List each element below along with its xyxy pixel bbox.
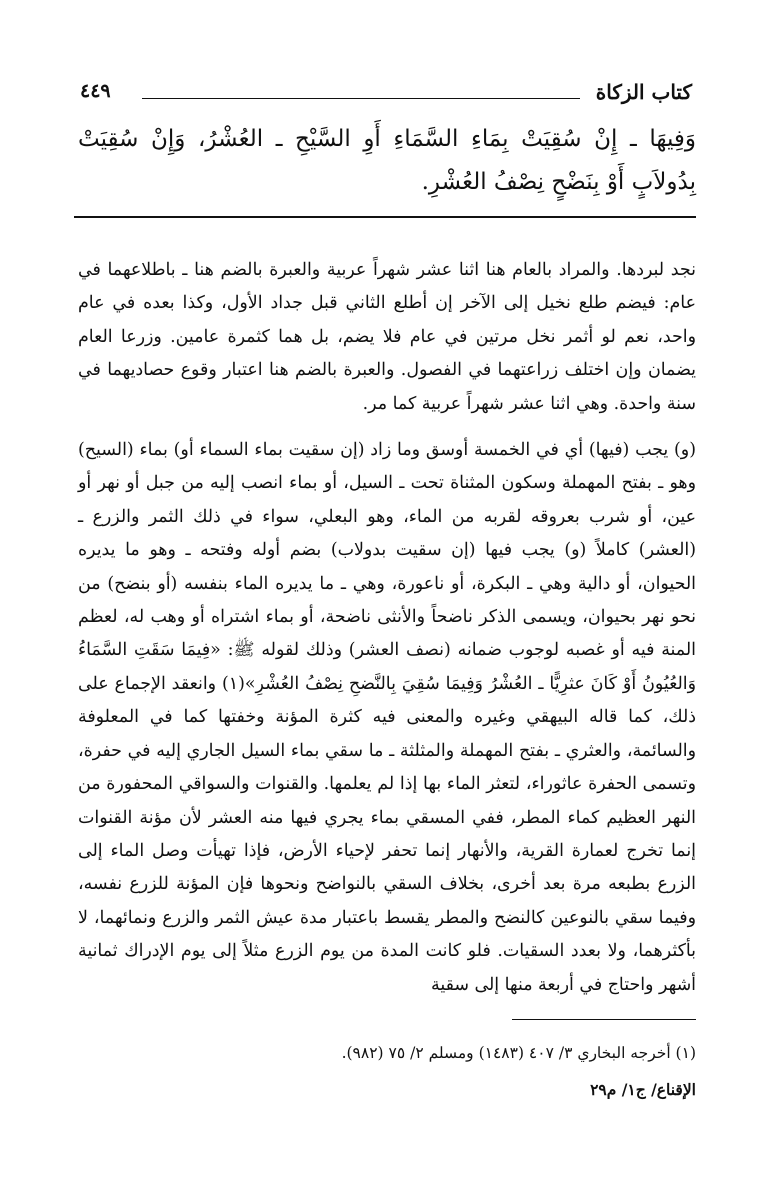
matn-separator	[74, 216, 696, 218]
footnote-separator	[512, 1019, 696, 1020]
matn-text: وَفِيهَا ـ إِنْ سُقِيَتْ بِمَاءِ السَّمَاءِ أَوِ السَّيْحِ ـ العُشْرُ، وَإِنْ سُقِيَتْ بِدُولاَبٍ أَوْ بِنَضْحٍ نِصْفُ العُشْرِ.	[78, 126, 696, 195]
commentary-paragraph: نجد لبردها. والمراد بالعام هنا اثنا عشر شهراً عربية والعبرة بالضم هنا ـ باطلاعهما في عام: فيضم طلع نخيل إلى الآخر إن أطلع الثاني قبل جداد الأول، وكذا بعده في عام واحد، نعم لو أثمر نخل مرتين في عام فلا يضم، بل هما كثمرة عامين. وزرعا العام يضمان وإن اختلف زراعتهما في الفصول. والعبرة بالضم هنا اعتبار وقوع حصاديهما في سنة واحدة. وهي اثنا عشر شهراً عربية كما مر.	[78, 260, 696, 414]
header-rule	[142, 98, 580, 99]
chapter-title: كتاب الزكاة	[595, 80, 692, 104]
footnote: (١) أخرجه البخاري ٣/ ٤٠٧ (١٤٨٣) ومسلم ٢/ ٧٥ (٩٨٢).	[341, 1044, 696, 1062]
commentary-body	[78, 254, 696, 1002]
printer-signature: الإقناع/ ج١/ م٢٩	[590, 1080, 696, 1099]
page-header	[80, 80, 692, 108]
commentary-paragraph: (و) يجب (فيها) أي في الخمسة أوسق وما زاد (إن سقيت بماء السماء أو) بماء (السيح) وهو ـ بفتح المهملة وسكون المثناة تحت ـ السيل، أو بماء انصب إليه من جبل أو نهر أو عين، أو شرب بعروقه لقربه من الماء، وهو البعلي، سواء في ذلك الثمر والزرع ـ (العشر) كاملاً (و) يجب فيها (إن سقيت بدولاب) بضم أوله وفتحه ـ وهو ما يديره الحيوان، أو دالية وهي ـ البكرة، أو ناعورة، وهي ـ ما يديره الماء بنفسه (أو بنضح) من نحو نهر بحيوان، ويسمى الذكر ناضحاً والأنثى ناضحة، أو بماء اشتراه أو وهب له، لعظم المنة فيه أو غصبه لوجوب ضمانه (نصف العشر) وذلك لقوله ﷺ: «فِيمَا سَقَتِ السَّمَاءُ وَالعُيُونُ أَوْ كَانَ عثرِيًّا ـ العُشْرُ وَفِيمَا سُقِيَ بِالنَّضحِ نِصْفُ العُشْرِ»(١) وانعقد الإجماع على ذلك، كما قاله البيهقي وغيره والمعنى فيه كثرة المؤنة وخفتها كما في المعلوفة والسائمة، والعثري ـ بفتح المهملة والمثلثة ـ ما سقي بماء السيل الجاري إليه في حفرة، وتسمى الحفرة عاثوراء، لتعثر الماء بها إذا لم يعلمها. والقنوات والسواقي المحفورة من النهر العظيم كماء المطر، ففي المسقي بماء يجري فيها منه العشر لأن مؤنة القنوات إنما تخرج لعمارة القرية، والأنهار إنما تحفر لإحياء الأرض، فإذا تهيأت وصل الماء إلى الزرع بطبعه مرة بعد أخرى، بخلاف السقي بالنواضح ونحوها فإن المؤنة للزرع نفسه، وفيما سقي بالنوعين كالنضح والمطر يقسط باعتبار مدة عيش الثمر والزرع ونمائهما، لا بأكثرهما، ولا بعدد السقيات. فلو كانت المدة من يوم الزرع مثلاً إلى يوم الإدراك ثمانية أشهر واحتاج في أربعة منها إلى سقية	[78, 440, 696, 995]
page-number: ٤٤٩	[80, 80, 111, 102]
